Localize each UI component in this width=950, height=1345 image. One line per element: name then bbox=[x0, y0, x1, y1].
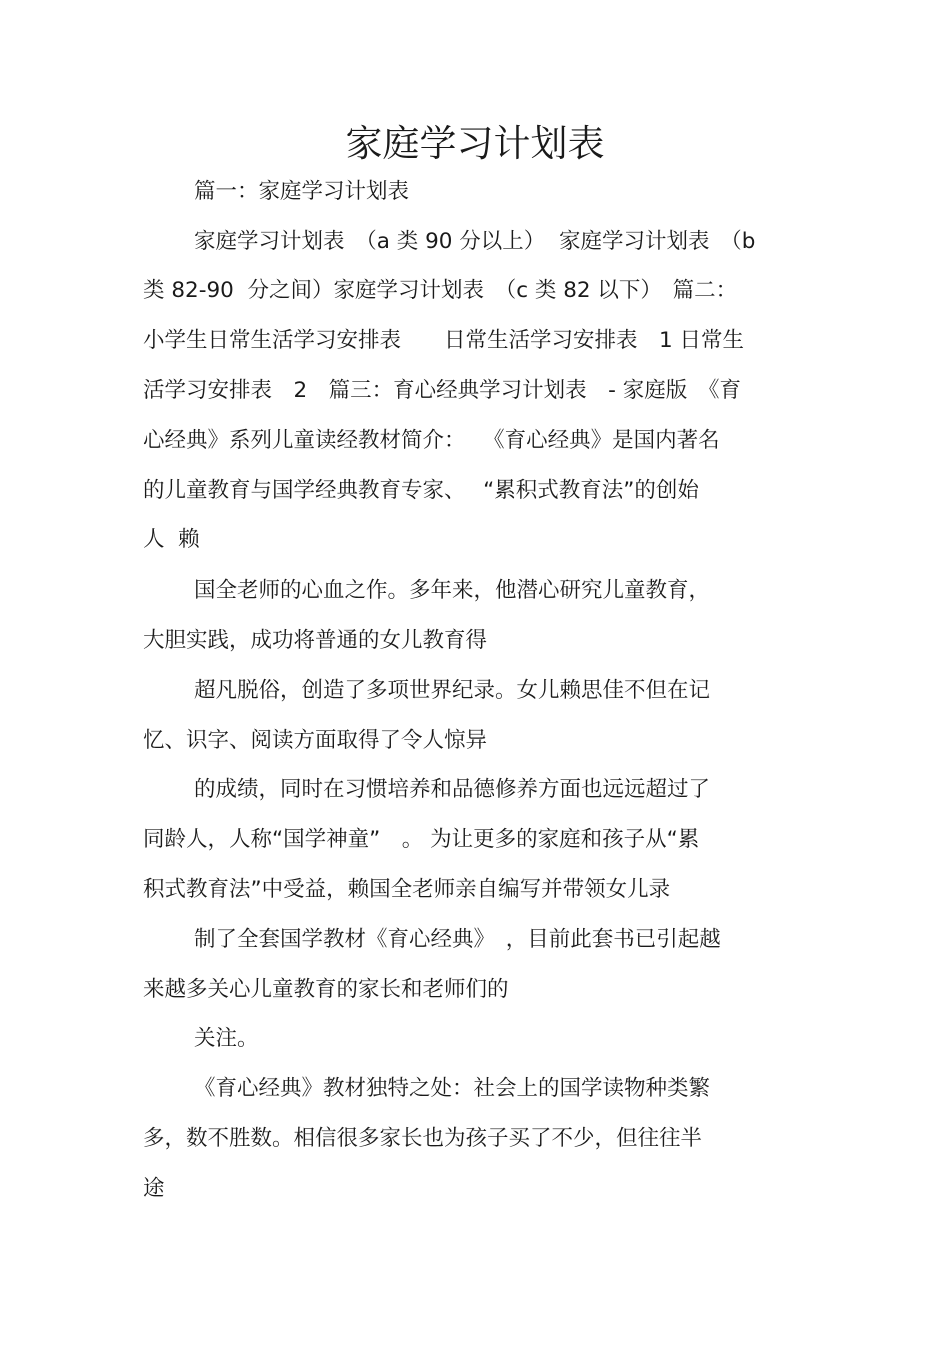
text-line: 活学习安排表 2 篇三：育心经典学习计划表 - 家庭版 《育 bbox=[143, 378, 742, 403]
text-line: 的儿童教育与国学经典教育专家、 “累积式教育法”的创始 bbox=[143, 478, 699, 503]
text-line: 途 bbox=[143, 1176, 165, 1201]
text-line: 积式教育法”中受益，赖国全老师亲自编写并带领女儿录 bbox=[143, 877, 671, 902]
text-line: 制了全套国学教材《育心经典》 ，目前此套书已引起越 bbox=[194, 927, 721, 952]
text-line: 类 82-90 分之间）家庭学习计划表 （c 类 82 以下） 篇二： bbox=[143, 278, 738, 303]
text-line: 同龄人，人称“国学神童” 。 为让更多的家庭和孩子从“累 bbox=[143, 827, 700, 852]
text-line: 小学生日常生活学习安排表 日常生活学习安排表 1 日常生 bbox=[143, 328, 745, 353]
text-line: 多，数不胜数。相信很多家长也为孩子买了不少，但往往半 bbox=[143, 1126, 703, 1151]
text-line: 忆、识字、阅读方面取得了令人惊异 bbox=[143, 728, 488, 753]
text-line: 人 赖 bbox=[143, 527, 200, 552]
text-line: 超凡脱俗，创造了多项世界纪录。女儿赖思佳不但在记 bbox=[194, 678, 711, 703]
text-line: 大胆实践，成功将普通的女儿教育得 bbox=[143, 628, 488, 653]
document-title: 家庭学习计划表 bbox=[345, 122, 605, 165]
text-line: 《育心经典》教材独特之处：社会上的国学读物种类繁 bbox=[194, 1076, 711, 1101]
text-line: 家庭学习计划表 （a 类 90 分以上） 家庭学习计划表 （b bbox=[194, 229, 756, 254]
text-line: 心经典》系列儿童读经教材简介： 《育心经典》是国内著名 bbox=[143, 428, 720, 453]
text-line: 的成绩，同时在习惯培养和品德修养方面也远远超过了 bbox=[194, 777, 711, 802]
text-line: 关注。 bbox=[194, 1026, 259, 1051]
text-line: 来越多关心儿童教育的家长和老师们的 bbox=[143, 977, 509, 1002]
text-line: 篇一：家庭学习计划表 bbox=[194, 179, 410, 204]
text-line: 国全老师的心血之作。多年来，他潜心研究儿童教育， bbox=[194, 578, 711, 603]
